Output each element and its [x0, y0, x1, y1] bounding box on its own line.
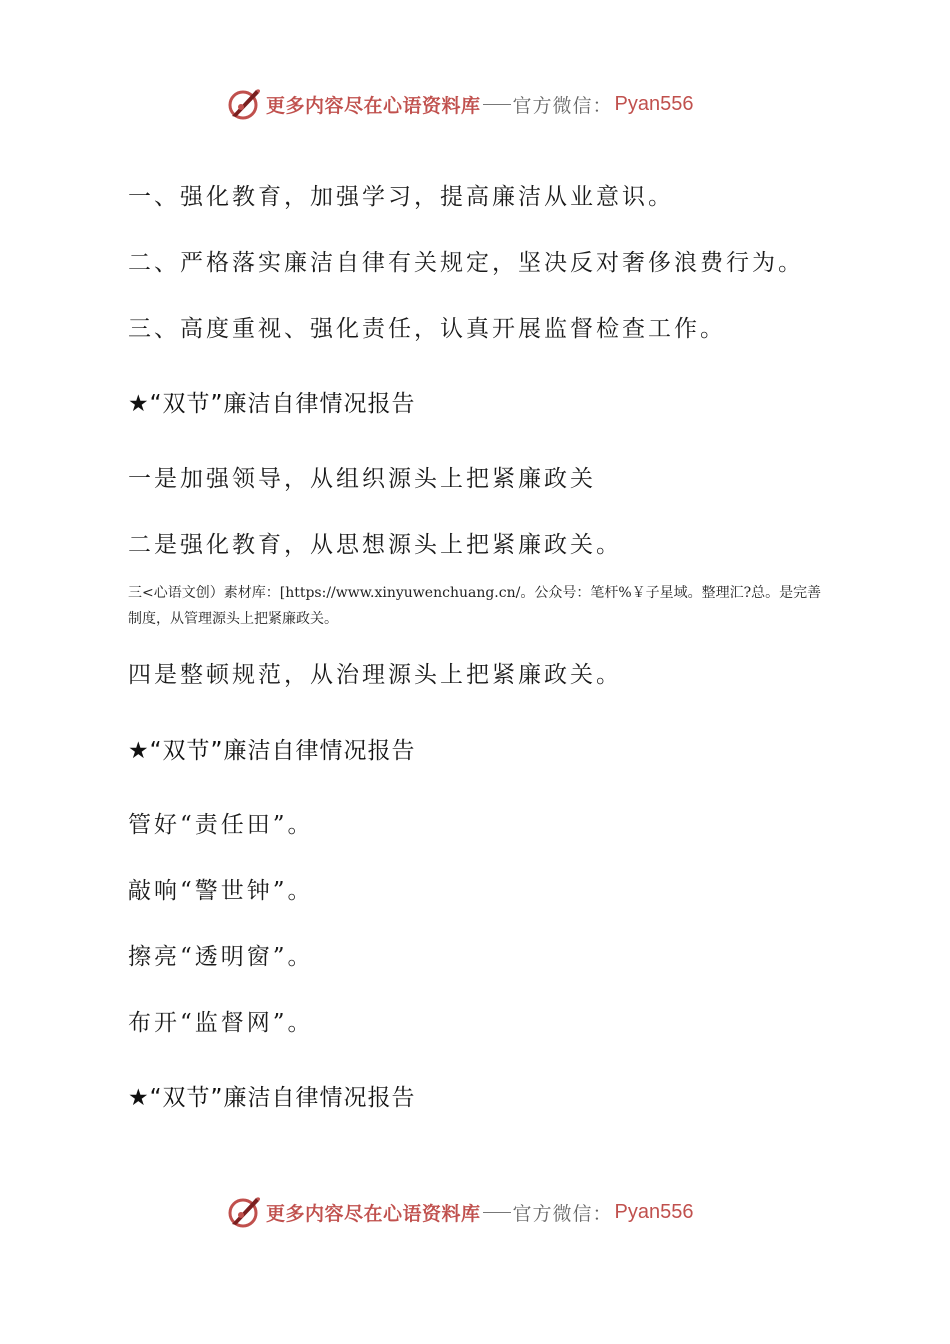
paragraph-line: 二是强化教育，从思想源头上把紧廉政关。: [128, 532, 622, 558]
paragraph-line: 一、强化教育，加强学习，提高廉洁从业意识。: [128, 184, 674, 210]
header-banner: [226, 84, 694, 124]
section-heading: ★“双节”廉洁自律情况报告: [128, 1085, 416, 1111]
footer-banner: [226, 1192, 694, 1232]
paragraph-line: 三、高度重视、强化责任，认真开展监督检查工作。: [128, 316, 726, 342]
paragraph-line: 布开“监督网”。: [128, 1010, 314, 1036]
banner-dash: [483, 104, 511, 105]
paragraph-line: 一是加强领导，从组织源头上把紧廉政关: [128, 466, 596, 492]
banner-wechat-id: Pyan556: [614, 1200, 694, 1223]
section-heading: ★“双节”廉洁自律情况报告: [128, 738, 416, 764]
banner-wechat-label: 官方微信：: [512, 1202, 613, 1225]
banner-title: 更多内容尽在心语资料库: [266, 1202, 481, 1225]
paragraph-line: 擦亮“透明窗”。: [128, 944, 314, 970]
small-note: 三<心语文创）素材库：[https://www.xinyuwenchuang.cn/。公众号：笔杆%￥子星域。整理汇?总。是完善制度，从管理源头上把紧廉政关。: [128, 585, 822, 627]
section-heading: ★“双节”廉洁自律情况报告: [128, 391, 416, 417]
quill-pen-logo-icon: [226, 86, 262, 122]
paragraph-line: 二、严格落实廉洁自律有关规定，坚决反对奢侈浪费行为。: [128, 250, 804, 276]
banner-wechat-id: Pyan556: [614, 92, 694, 115]
banner-wechat-label: 官方微信：: [512, 94, 613, 117]
paragraph-line: 管好“责任田”。: [128, 812, 314, 838]
paragraph-line: 四是整顿规范，从治理源头上把紧廉政关。: [128, 662, 622, 688]
quill-pen-logo-icon: [226, 1194, 262, 1230]
paragraph-line: 敲响“警世钟”。: [128, 878, 314, 904]
banner-dash: [483, 1212, 511, 1213]
banner-title: 更多内容尽在心语资料库: [266, 94, 481, 117]
